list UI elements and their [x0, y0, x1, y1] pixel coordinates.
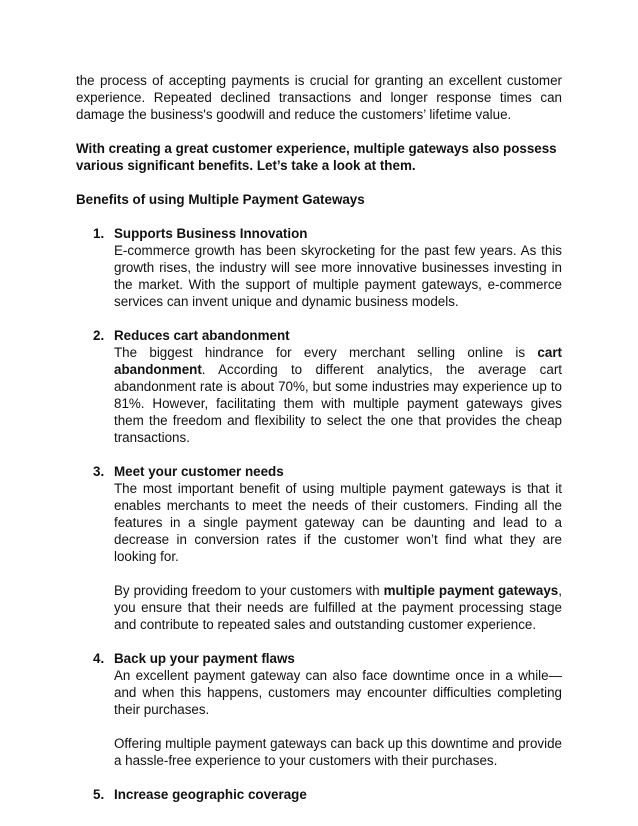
- list-item: [76, 650, 562, 769]
- lead-paragraph: With creating a great customer experience, multiple gateways also possess various significant benefits. Let’s take a look at them.: [76, 141, 557, 173]
- section-heading: Benefits of using Multiple Payment Gateways: [76, 192, 365, 207]
- item-number: 1.: [93, 226, 105, 241]
- intro-paragraph: the process of accepting payments is crucial for granting an excellent customer experience. Repeated declined transactions and longer response times can damage the business's goodwill and reduce the customers’ lifetime value.: [76, 73, 562, 122]
- list-item: [76, 327, 562, 446]
- item-paragraph: The biggest hindrance for every merchant selling online is cart abandonment. According to different analytics, the average cart abandonment rate is about 70%, but some industries may experience up to 81%. However, facilitating them with multiple payment gateways gives them the freedom and flexibility to select the one that provides the cheap transactions.: [114, 345, 562, 445]
- item-title: Increase geographic coverage: [114, 787, 307, 802]
- item-paragraph: Offering multiple payment gateways can back up this downtime and provide a hassle-free experience to your customers with their purchases.: [114, 736, 562, 768]
- item-number: 5.: [93, 787, 105, 802]
- emphasis-text: cart abandonment: [114, 345, 562, 377]
- list-item: [76, 225, 562, 310]
- item-number: 3.: [93, 464, 105, 479]
- item-title: Reduces cart abandonment: [114, 328, 290, 343]
- benefits-list: [76, 225, 562, 803]
- list-item: [76, 786, 562, 803]
- item-paragraph: By providing freedom to your customers with multiple payment gateways, you ensure that their needs are fulfilled at the payment processing stage and contribute to repeated sales and outstanding customer experience.: [114, 583, 562, 632]
- item-number: 4.: [93, 651, 105, 666]
- item-paragraph: E-commerce growth has been skyrocketing for the past few years. As this growth rises, the industry will see more innovative businesses investing in the market. With the support of multiple payment gateways, e-commerce services can invent unique and dynamic business models.: [114, 243, 562, 309]
- list-item: [76, 463, 562, 633]
- item-title: Supports Business Innovation: [114, 226, 308, 241]
- item-number: 2.: [93, 328, 105, 343]
- item-title: Meet your customer needs: [114, 464, 284, 479]
- emphasis-text: multiple payment gateways: [383, 583, 559, 598]
- item-paragraph: An excellent payment gateway can also face downtime once in a while— and when this happens, customers may encounter difficulties completing their purchases.: [114, 668, 562, 717]
- item-title: Back up your payment flaws: [114, 651, 295, 666]
- item-paragraph: The most important benefit of using multiple payment gateways is that it enables merchants to meet the needs of their customers. Finding all the features in a single payment gateway can be daunting and lead to a decrease in conversion rates if the customer won’t find what they are looking for.: [114, 481, 562, 564]
